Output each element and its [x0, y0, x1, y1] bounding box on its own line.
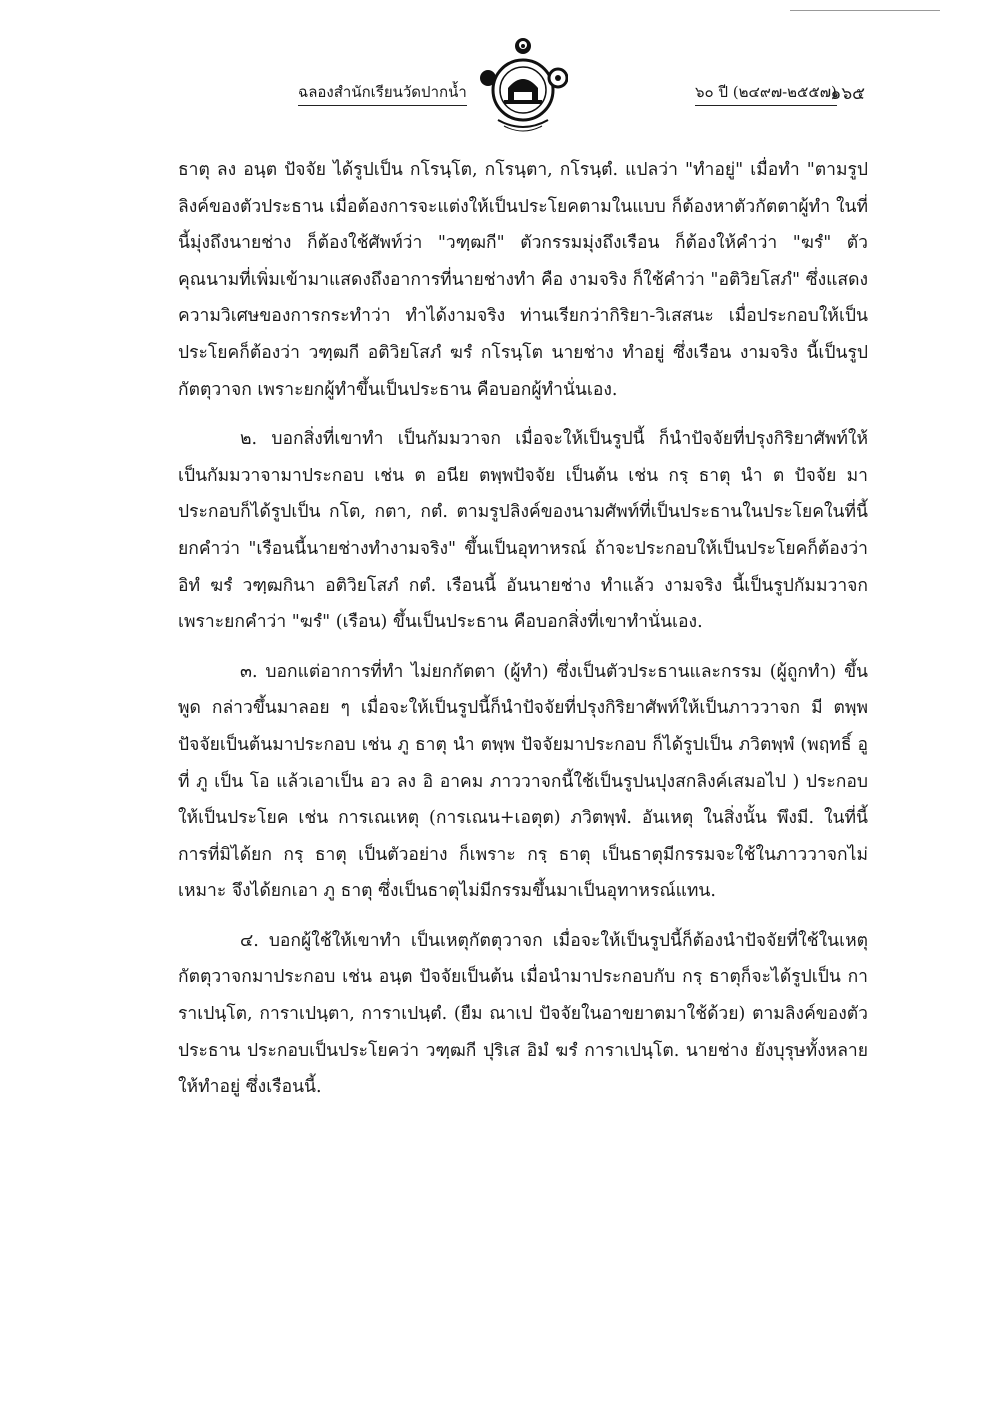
header-anniversary: ๖๐ ปี (๒๔๙๗-๒๕๕๗): [695, 80, 837, 106]
paragraph-1: ธาตุ ลง อนฺต ปัจจัย ได้รูปเป็น กโรนฺโต, กโรนฺตา, กโรนฺตํ. แปลว่า "ทำอยู่" เมื่อทำ "ตามรูปลิงค์ของตัวประธาน เมื่อต้องการจะแต่งให้เป็นประโยคตามในแบบ ก็ต้องหาตัวกัตตาผู้ทำ ในที่นี้มุ่งถึงนายช่าง ก็ต้องใช้ศัพท์ว่า "วฑฺฒกี" ตัวกรรมมุ่งถึงเรือน ก็ต้องให้คำว่า "ฆรํ" ตัวคุณนามที่เพิ่มเข้ามาแสดงถึงอาการที่นายช่างทำ คือ งามจริง ก็ใช้คำว่า "อติวิยโสภํ" ซึ่งแสดงความวิเศษของการกระทำว่า ทำได้งามจริง ท่านเรียกว่ากิริยา-วิเสสนะ เมื่อประกอบให้เป็นประโยคก็ต้องว่า วฑฺฒกี อติวิยโสภํ ฆรํ กโรนฺโต นายช่าง ทำอยู่ ซึ่งเรือน งามจริง นี้เป็นรูปกัตตุวาจก เพราะยกผู้ทำขึ้นเป็นประธาน คือบอกผู้ทำนั่นเอง.: [178, 160, 868, 400]
body-text: [178, 152, 868, 1106]
header-book-title: ฉลองสำนักเรียนวัดปากน้ำ: [298, 80, 467, 106]
page-number: ๑๖๕: [830, 84, 865, 104]
scan-corner-mark: [790, 0, 940, 11]
paragraph-3: ๓. บอกแต่อาการที่ทำ ไม่ยกกัตตา (ผู้ทำ) ซึ่งเป็นตัวประธานและกรรม (ผู้ถูกทำ) ขึ้นพูด กล่าวขึ้นมาลอย ๆ เมื่อจะให้เป็นรูปนี้ก็นำปัจจัยที่ปรุงกิริยาศัพท์ให้เป็นภาววาจก มี ตพฺพ ปัจจัยเป็นต้นมาประกอบ เช่น ภู ธาตุ นำ ตพฺพ ปัจจัยมาประกอบ ก็ได้รูปเป็น ภวิตพฺพํ (พฤทธิ์ อู ที่ ภู เป็น โอ แล้วเอาเป็น อว ลง อิ อาคม ภาววาจกนี้ใช้เป็นรูปนปุงสกลิงค์เสมอไป ) ประกอบให้เป็นประโยค เช่น การเณเหตุ (การเณน+เอตุต) ภวิตพฺพํ. อันเหตุ ในสิ่งนั้น พึงมี. ในที่นี้ การที่มิได้ยก กรฺ ธาตุ เป็นตัวอย่าง ก็เพราะ กรฺ ธาตุ เป็นธาตุมีกรรมจะใช้ในภาววาจกไม่เหมาะ จึงได้ยกเอา ภู ธาตุ ซึ่งเป็นธาตุไม่มีกรรมขึ้นมาเป็นอุทาหรณ์แทน.: [178, 661, 868, 902]
temple-seal-logo: [478, 34, 568, 134]
paragraph-2: ๒. บอกสิ่งที่เขาทำ เป็นกัมมวาจก เมื่อจะให้เป็นรูปนี้ ก็นำปัจจัยที่ปรุงกิริยาศัพท์ให้เป็นกัมมวาจามาประกอบ เช่น ต อนีย ตพฺพปัจจัย เป็นต้น เช่น กรฺ ธาตุ นำ ต ปัจจัย มาประกอบก็ได้รูปเป็น กโต, กตา, กตํ. ตามรูปลิงค์ของนามศัพท์ที่เป็นประธานในประโยคในที่นี้ยกคำว่า "เรือนนี้นายช่างทำงามจริง" ขึ้นเป็นอุทาหรณ์ ถ้าจะประกอบให้เป็นประโยคก็ต้องว่า อิทํ ฆรํ วฑฺฒกินา อติวิยโสภํ กตํ. เรือนนี้ อันนายช่าง ทำแล้ว งามจริง นี้เป็นรูปกัมมวาจก เพราะยกคำว่า "ฆรํ" (เรือน) ขึ้นเป็นประธาน คือบอกสิ่งที่เขาทำนั่นเอง.: [178, 429, 868, 633]
paragraph-4: ๔. บอกผู้ใช้ให้เขาทำ เป็นเหตุกัตตุวาจก เมื่อจะให้เป็นรูปนี้ก็ต้องนำปัจจัยที่ใช้ในเหตุกัตตุวาจกมาประกอบ เช่น อนฺต ปัจจัยเป็นต้น เมื่อนำมาประกอบกับ กรฺ ธาตุก็จะได้รูปเป็น การาเปนฺโต, การาเปนฺตา, การาเปนฺตํ. (ยืม ณาเป ปัจจัยในอาขยาตมาใช้ด้วย) ตามลิงค์ของตัวประธาน ประกอบเป็นประโยคว่า วฑฺฒกี ปุริเส อิมํ ฆรํ การาเปนฺโต. นายช่าง ยังบุรุษทั้งหลาย ให้ทำอยู่ ซึ่งเรือนนี้.: [178, 930, 868, 1098]
page-header: [290, 34, 870, 134]
